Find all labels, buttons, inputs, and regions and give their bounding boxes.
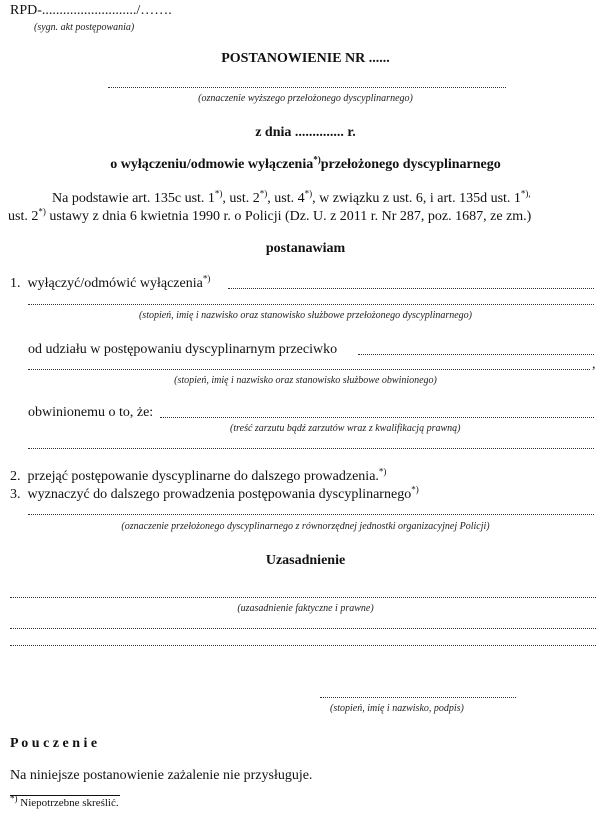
footnote [10,793,119,809]
justification-fill-line-1 [10,597,596,598]
justification-caption: (uzasadnienie faktyczne i prawne) [237,603,374,614]
footnote-mark: *) [214,188,223,199]
comma-mark: , [592,357,596,372]
item-text: wyznaczyć do dalszego prowadzenia postępowania dyscyplinarnego [27,487,412,502]
item-text: wyłączyć/odmówić wyłączenia [27,276,203,291]
case-number-line: RPD-.........................../……. [10,3,172,18]
decision-subject [0,154,611,173]
subject-text: o wyłączeniu/odmowie wyłączenia [110,157,314,172]
proceeding-text: od udziału w postępowaniu dyscyplinarnym przeciwko [28,342,338,357]
accused-fill-line-2 [28,369,590,370]
basis-part: , ust. 2 [222,191,260,206]
superior-caption: (oznaczenie wyższego przełożonego dyscyplinarnego) [198,93,413,104]
footnote-mark: *) [411,484,419,495]
item-1-fill-line [228,288,594,289]
superior-fill-line [108,87,506,88]
item-number: 3. [10,487,21,502]
footnote-mark: *), [520,188,531,199]
item-2 [10,466,387,485]
footnote-separator [10,795,120,796]
item-1-fill-line-2 [28,304,594,305]
signature-fill-line [320,697,516,698]
charge-fill-line [160,417,594,418]
instruction-heading: P o u c z e n i e [10,736,98,751]
basis-part: ust. 2 [8,209,39,224]
case-number-caption: (sygn. akt postępowania) [34,22,135,33]
justification-heading: Uzasadnienie [265,553,346,568]
footnote-mark: *) [259,188,268,199]
footnote-text: Niepotrzebne skreślić. [17,797,119,809]
accused-fill-line [358,354,594,355]
item-number: 1. [10,276,21,291]
charge-text: obwinionemu o to, że: [28,405,154,420]
subject-text-after: przełożonego dyscyplinarnego [320,157,501,172]
superior-person-caption: (stopień, imię i nazwisko oraz stanowisko służbowe przełożonego dyscyplinarnego) [138,310,473,321]
charge-fill-line-2 [28,448,594,449]
footnote-mark: *) [10,793,18,804]
item-text: przejąć postępowanie dyscyplinarne do dalszego prowadzenia. [27,469,379,484]
footnote-mark: *) [202,273,211,284]
date-line: z dnia .............. r. [255,125,356,140]
document-title: POSTANOWIENIE NR ...... [221,51,390,66]
instruction-text: Na niniejsze postanowienie zażalenie nie przysługuje. [10,768,313,783]
basis-part: ustawy z dnia 6 kwietnia 1990 r. o Policji (Dz. U. z 2011 r. Nr 287, poz. 1687, ze zm.) [45,209,532,224]
basis-part: , w związku z ust. 6, i art. 135d ust. 1 [312,191,521,206]
footnote-mark: *) [313,154,321,165]
justification-fill-line-2 [10,628,596,629]
footnote-mark: *) [38,206,46,217]
accused-caption: (stopień, imię i nazwisko oraz stanowisko służbowe obwinionego) [174,375,437,386]
footnote-mark: *) [378,466,387,477]
item-number: 2. [10,469,21,484]
item-3-caption: (oznaczenie przełożonego dyscyplinarnego z równorzędnej jednostki organizacyjnej Policji) [121,521,490,532]
charge-caption: (treść zarzutu bądź zarzutów wraz z kwalifikacją prawną) [230,423,461,434]
item-3 [10,484,419,503]
justification-fill-line-3 [10,645,596,646]
decision-heading: postanawiam [265,241,346,256]
basis-part: , ust. 4 [267,191,305,206]
item-3-fill-line [28,514,594,515]
footnote-mark: *) [304,188,313,199]
basis-part: Na podstawie art. 135c ust. 1 [52,191,215,206]
legal-basis-line-1 [52,188,531,207]
legal-basis-line-2 [8,206,532,225]
item-1 [10,273,211,292]
signature-caption: (stopień, imię i nazwisko, podpis) [330,703,464,714]
